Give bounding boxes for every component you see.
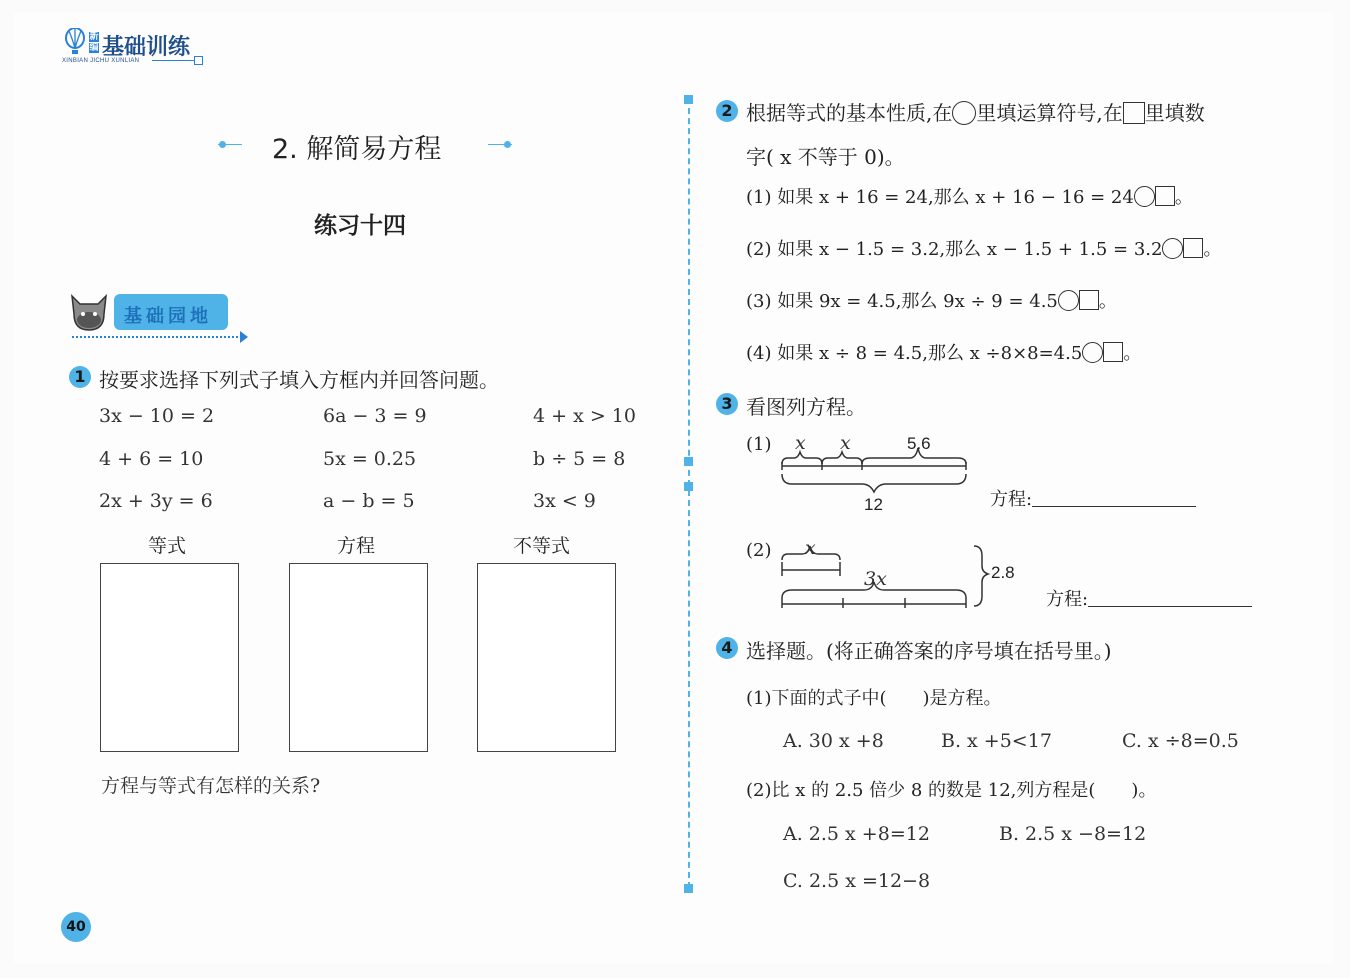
q1-expr: 4 + x > 10 bbox=[533, 405, 636, 427]
divider-square bbox=[684, 884, 693, 893]
logo-bian: 编 bbox=[89, 43, 99, 53]
logo-square bbox=[194, 56, 203, 65]
fig2-answer-line[interactable] bbox=[1088, 606, 1252, 607]
q4-sub2: (2)比 x 的 2.5 倍少 8 的数是 12,列方程是( )。 bbox=[746, 780, 1157, 801]
q2-text-line2: 字( x 不等于 0)。 bbox=[746, 145, 905, 169]
balloon-icon bbox=[64, 28, 86, 56]
lesson-subtitle: 练习十四 bbox=[314, 213, 406, 239]
logo-underline bbox=[152, 60, 194, 61]
circle-icon bbox=[952, 101, 976, 125]
number-square-input[interactable] bbox=[1079, 290, 1099, 310]
divider-square bbox=[684, 95, 693, 104]
answer-box-inequality[interactable] bbox=[477, 563, 616, 752]
page-number: 40 bbox=[61, 912, 91, 942]
center-divider bbox=[688, 98, 690, 888]
lesson-title: 2. 解简易方程 bbox=[272, 134, 442, 165]
fig1-answer-line[interactable] bbox=[1032, 506, 1196, 507]
q2-item-text: (1) 如果 x + 16 = 24,那么 x + 16 − 16 = 24 bbox=[746, 187, 1134, 208]
q1-expr: 5x = 0.25 bbox=[323, 448, 417, 470]
q4-sub2-option-b[interactable]: B. 2.5 x −8=12 bbox=[999, 823, 1147, 845]
box-header-inequality: 不等式 bbox=[513, 535, 571, 557]
q2-text bbox=[746, 97, 1205, 126]
q2-badge: 2 bbox=[716, 100, 738, 122]
fig2-answer-label: 方程: bbox=[1046, 589, 1089, 610]
q4-sub1-option-c[interactable]: C. x ÷8=0.5 bbox=[1122, 730, 1239, 752]
fig2-total: 2.8 bbox=[991, 563, 1015, 582]
section-label: 基础园地 bbox=[124, 306, 212, 327]
title-dot-right bbox=[504, 141, 511, 148]
q3-text: 看图列方程。 bbox=[746, 395, 866, 419]
fig2-answer bbox=[1046, 585, 1252, 611]
divider-square bbox=[684, 482, 693, 491]
q2-item-1 bbox=[746, 183, 1193, 209]
q2-text-b: 里填运算符号,在 bbox=[976, 101, 1123, 125]
q4-sub2-option-c[interactable]: C. 2.5 x =12−8 bbox=[783, 870, 931, 892]
q2-item-2 bbox=[746, 235, 1221, 261]
fig1-value: 5.6 bbox=[907, 434, 931, 453]
fig1-total: 12 bbox=[864, 495, 883, 514]
title-dot-left bbox=[219, 141, 226, 148]
q1-expr: 6a − 3 = 9 bbox=[323, 405, 427, 427]
q1-expr: b ÷ 5 = 8 bbox=[533, 448, 626, 470]
q4-sub2-option-a[interactable]: A. 2.5 x +8=12 bbox=[783, 823, 930, 845]
number-square-input[interactable] bbox=[1183, 238, 1203, 258]
q2-item-end: 。 bbox=[1203, 239, 1222, 260]
q2-text-a: 根据等式的基本性质,在 bbox=[746, 101, 953, 125]
q4-badge: 4 bbox=[716, 637, 738, 659]
q2-item-4 bbox=[746, 339, 1141, 365]
operator-circle-input[interactable] bbox=[1058, 290, 1079, 311]
q4-sub1-option-a[interactable]: A. 30 x +8 bbox=[783, 730, 884, 752]
number-square-input[interactable] bbox=[1103, 342, 1123, 362]
section-arrow-icon bbox=[240, 331, 248, 343]
number-square-input[interactable] bbox=[1155, 186, 1175, 206]
square-icon bbox=[1123, 102, 1145, 124]
q1-expr: 4 + 6 = 10 bbox=[99, 448, 204, 470]
box-header-equation: 方程 bbox=[337, 535, 376, 557]
q4-text: 选择题。(将正确答案的序号填在括号里。) bbox=[746, 639, 1112, 663]
fig2-label: (2) bbox=[746, 540, 772, 561]
fig1-label: (1) bbox=[746, 434, 772, 455]
section-dotted-line bbox=[72, 336, 242, 338]
q1-question: 方程与等式有怎样的关系? bbox=[101, 775, 321, 797]
fig1-x2: x bbox=[840, 432, 851, 454]
q1-badge: 1 bbox=[69, 366, 91, 388]
q2-text-c: 里填数 bbox=[1144, 101, 1205, 125]
divider-square bbox=[684, 457, 693, 466]
q1-expr: 2x + 3y = 6 bbox=[99, 490, 213, 512]
fig2-3x: 3x bbox=[864, 568, 887, 590]
answer-box-equality[interactable] bbox=[100, 563, 239, 752]
answer-box-equation[interactable] bbox=[289, 563, 428, 752]
q1-expr: a − b = 5 bbox=[323, 490, 415, 512]
q2-item-text: (4) 如果 x ÷ 8 = 4.5,那么 x ÷8×8=4.5 bbox=[746, 343, 1083, 364]
fig1-answer bbox=[990, 485, 1196, 511]
header-logo bbox=[60, 26, 210, 70]
q2-item-3 bbox=[746, 287, 1117, 313]
q1-text: 按要求选择下列式子填入方框内并回答问题。 bbox=[99, 368, 499, 392]
fig1-x1: x bbox=[795, 432, 806, 454]
mascot-icon bbox=[68, 290, 110, 332]
box-header-equality: 等式 bbox=[148, 535, 187, 557]
section-banner bbox=[68, 290, 248, 342]
q4-sub1-option-b[interactable]: B. x +5<17 bbox=[941, 730, 1052, 752]
logo-text: 基础训练 bbox=[102, 35, 191, 60]
operator-circle-input[interactable] bbox=[1134, 186, 1155, 207]
logo-xin: 新 bbox=[89, 32, 99, 42]
q3-badge: 3 bbox=[716, 393, 738, 415]
operator-circle-input[interactable] bbox=[1162, 238, 1183, 259]
q2-item-end: 。 bbox=[1174, 187, 1193, 208]
q1-expr: 3x < 9 bbox=[533, 490, 596, 512]
q2-item-text: (2) 如果 x − 1.5 = 3.2,那么 x − 1.5 + 1.5 = 3.2 bbox=[746, 239, 1163, 260]
logo-pinyin: XINBIAN JICHU XUNLIAN bbox=[62, 58, 140, 64]
q2-item-text: (3) 如果 9x = 4.5,那么 9x ÷ 9 = 4.5 bbox=[746, 291, 1058, 312]
q1-expr: 3x − 10 = 2 bbox=[99, 405, 215, 427]
q2-item-end: 。 bbox=[1123, 343, 1142, 364]
fig1-answer-label: 方程: bbox=[990, 489, 1033, 510]
operator-circle-input[interactable] bbox=[1082, 342, 1103, 363]
fig2-x: x bbox=[805, 537, 816, 559]
q4-sub1: (1)下面的式子中( )是方程。 bbox=[746, 688, 1002, 709]
q2-item-end: 。 bbox=[1098, 291, 1117, 312]
